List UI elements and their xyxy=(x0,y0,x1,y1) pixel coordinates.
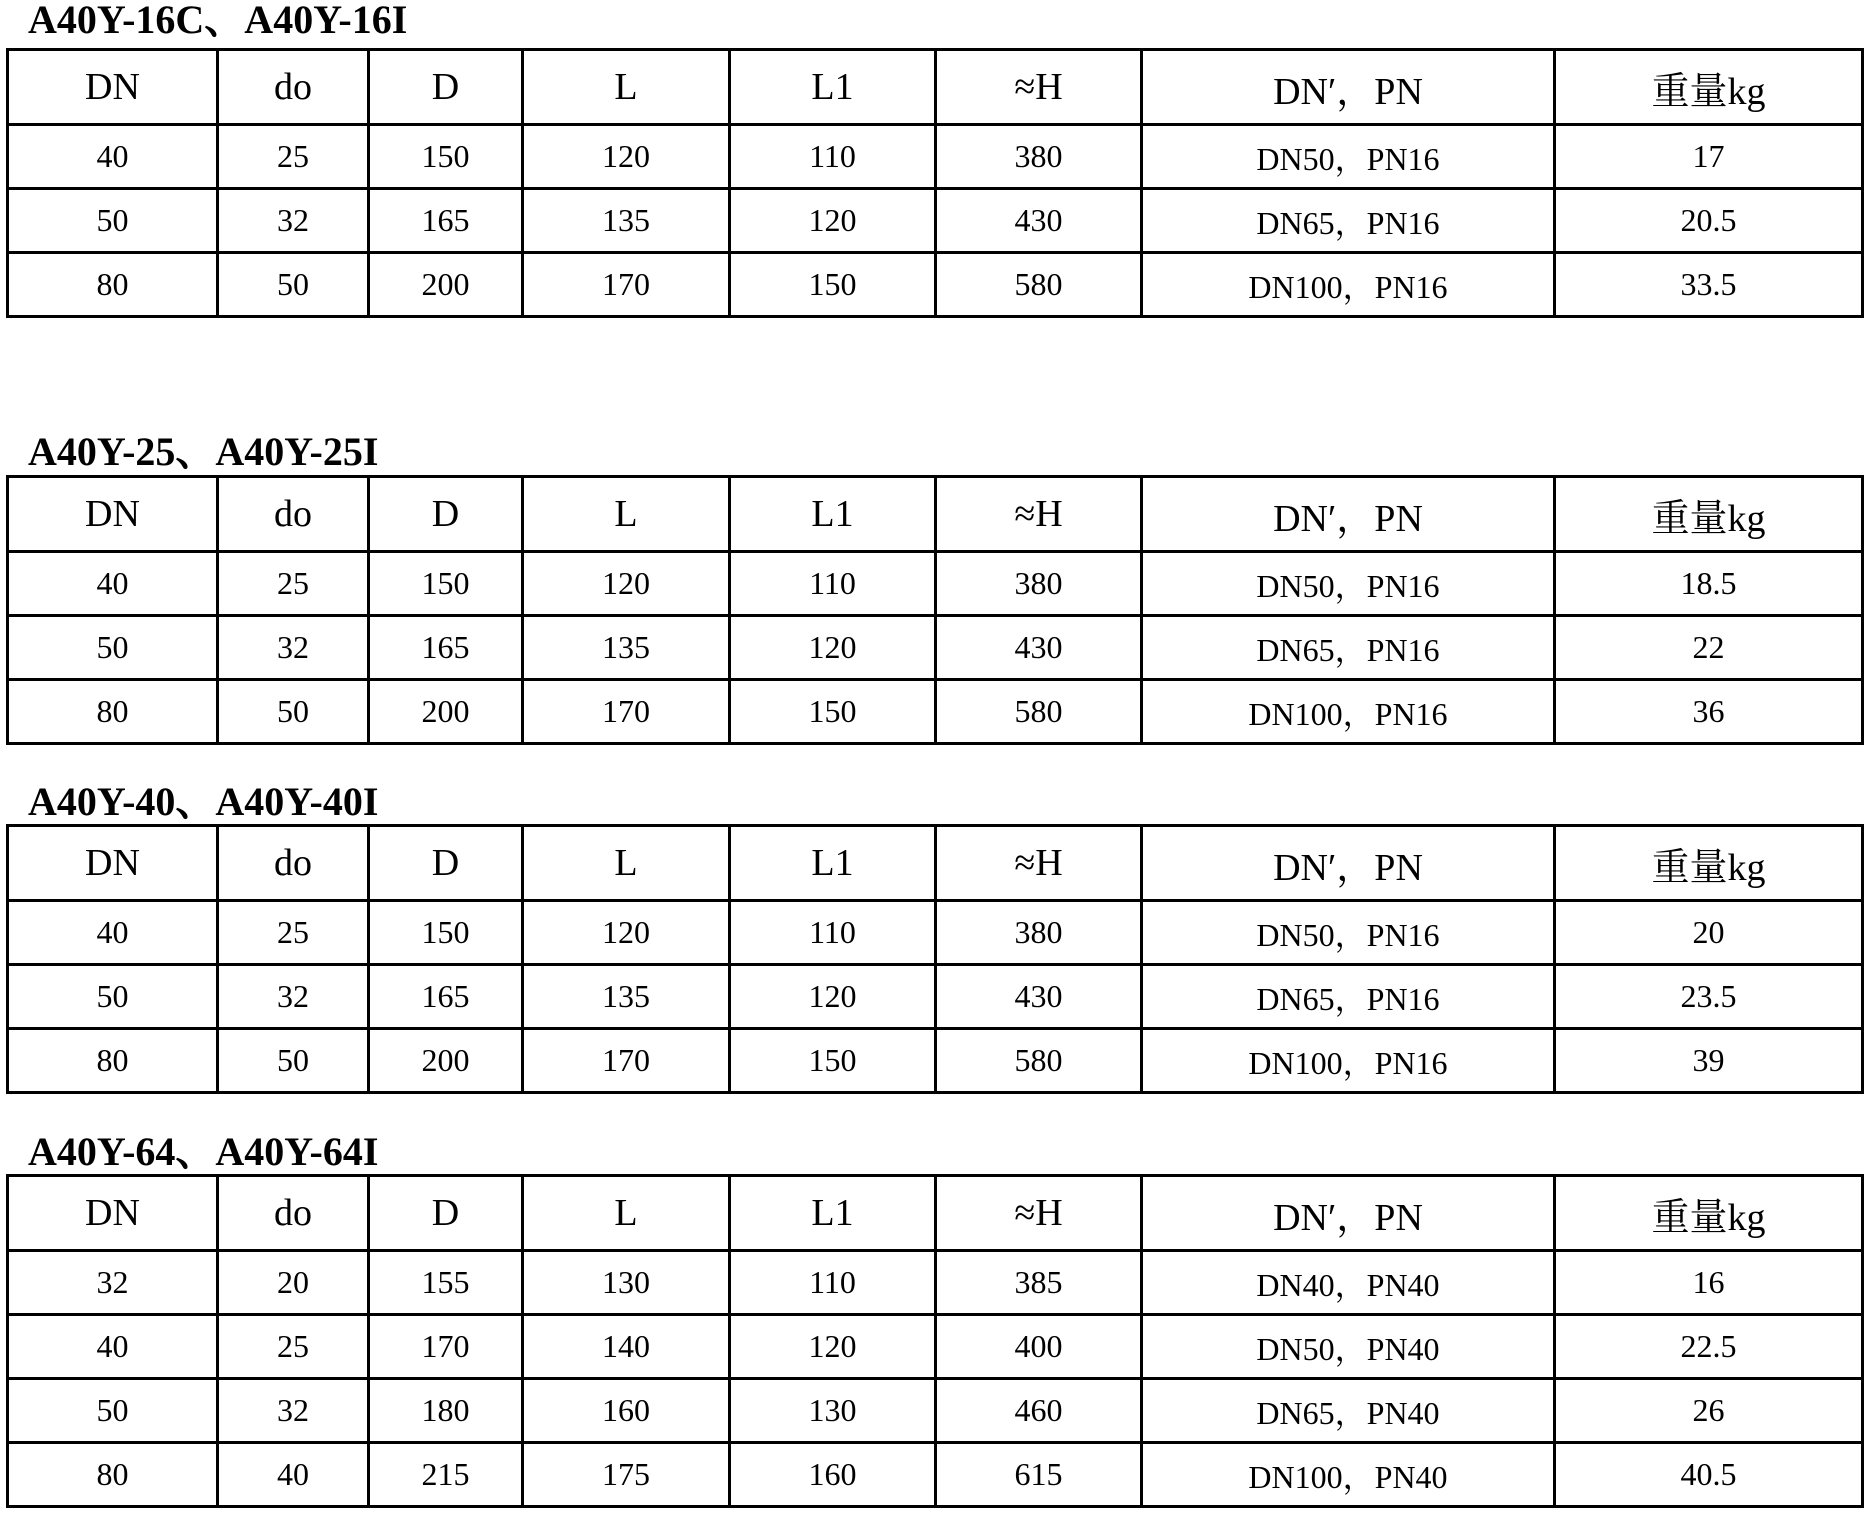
table-cell: 400 xyxy=(936,1315,1142,1379)
table-row xyxy=(8,1379,1863,1443)
table-cell: 26 xyxy=(1555,1379,1863,1443)
table-row xyxy=(8,616,1863,680)
table-cell: 20 xyxy=(1555,901,1863,965)
table-cell: 80 xyxy=(8,253,218,317)
table-row xyxy=(8,680,1863,744)
header-cell-dn-pn: DN′，PN xyxy=(1142,477,1555,552)
table-cell: 25 xyxy=(218,901,369,965)
table-row xyxy=(8,901,1863,965)
table-cell: 160 xyxy=(730,1443,936,1507)
header-cell-do: do xyxy=(218,1176,369,1251)
header-cell-d: D xyxy=(369,50,523,125)
header-cell-l: L xyxy=(523,477,730,552)
header-cell-l: L xyxy=(523,1176,730,1251)
table-cell: 50 xyxy=(8,965,218,1029)
table-cell: 25 xyxy=(218,1315,369,1379)
table-cell: 110 xyxy=(730,125,936,189)
header-cell-h: ≈H xyxy=(936,477,1142,552)
table-cell: 170 xyxy=(523,1029,730,1093)
table-cell: 16 xyxy=(1555,1251,1863,1315)
header-cell-d: D xyxy=(369,1176,523,1251)
table-cell: 120 xyxy=(730,965,936,1029)
header-cell-dn: DN xyxy=(8,477,218,552)
header-cell-l1: L1 xyxy=(730,477,936,552)
table-cell: 80 xyxy=(8,680,218,744)
spec-table xyxy=(6,48,1864,318)
header-cell-dn: DN xyxy=(8,826,218,901)
table-cell: 150 xyxy=(730,1029,936,1093)
table-cell: 170 xyxy=(523,253,730,317)
table-cell: 150 xyxy=(730,253,936,317)
table-cell: 135 xyxy=(523,965,730,1029)
header-row xyxy=(8,50,1863,125)
table-cell: DN65，PN16 xyxy=(1142,616,1555,680)
header-cell-dn: DN xyxy=(8,50,218,125)
table-row xyxy=(8,1443,1863,1507)
table-cell: 50 xyxy=(218,253,369,317)
table-cell: DN65，PN16 xyxy=(1142,965,1555,1029)
table-cell: 140 xyxy=(523,1315,730,1379)
table-cell: 80 xyxy=(8,1029,218,1093)
header-cell-l1: L1 xyxy=(730,50,936,125)
table-cell: 150 xyxy=(369,125,523,189)
table-cell: 40 xyxy=(8,1315,218,1379)
table-cell: DN50，PN16 xyxy=(1142,901,1555,965)
table-cell: 40 xyxy=(218,1443,369,1507)
table-row xyxy=(8,552,1863,616)
header-cell-h: ≈H xyxy=(936,50,1142,125)
table-cell: 22 xyxy=(1555,616,1863,680)
header-cell-do: do xyxy=(218,826,369,901)
table-cell: DN100，PN16 xyxy=(1142,253,1555,317)
table-cell: 170 xyxy=(369,1315,523,1379)
header-cell-dn-pn: DN′，PN xyxy=(1142,1176,1555,1251)
table-cell: 120 xyxy=(523,901,730,965)
table-cell: 20.5 xyxy=(1555,189,1863,253)
header-cell-weight: 重量kg xyxy=(1555,50,1863,125)
table-cell: 580 xyxy=(936,680,1142,744)
header-cell-l1: L1 xyxy=(730,826,936,901)
table-cell: 50 xyxy=(8,616,218,680)
header-row xyxy=(8,1176,1863,1251)
table-cell: 135 xyxy=(523,616,730,680)
table-cell: 40 xyxy=(8,552,218,616)
header-cell-h: ≈H xyxy=(936,1176,1142,1251)
table-cell: 32 xyxy=(8,1251,218,1315)
table-cell: DN65，PN16 xyxy=(1142,189,1555,253)
table-cell: 165 xyxy=(369,189,523,253)
table-cell: 150 xyxy=(369,901,523,965)
table-cell: 430 xyxy=(936,616,1142,680)
table-row xyxy=(8,125,1863,189)
header-cell-weight: 重量kg xyxy=(1555,477,1863,552)
table-cell: 180 xyxy=(369,1379,523,1443)
table-cell: 380 xyxy=(936,901,1142,965)
table-cell: DN100，PN16 xyxy=(1142,1029,1555,1093)
table-cell: 460 xyxy=(936,1379,1142,1443)
header-cell-weight: 重量kg xyxy=(1555,826,1863,901)
header-cell-l: L xyxy=(523,50,730,125)
header-cell-h: ≈H xyxy=(936,826,1142,901)
table-cell: 110 xyxy=(730,1251,936,1315)
table-cell: 200 xyxy=(369,253,523,317)
table-cell: 130 xyxy=(730,1379,936,1443)
table-cell: 155 xyxy=(369,1251,523,1315)
table-cell: 50 xyxy=(218,1029,369,1093)
table-cell: 50 xyxy=(218,680,369,744)
table-cell: 200 xyxy=(369,1029,523,1093)
header-row xyxy=(8,826,1863,901)
table-cell: DN50，PN16 xyxy=(1142,125,1555,189)
table-cell: 40.5 xyxy=(1555,1443,1863,1507)
header-cell-dn-pn: DN′，PN xyxy=(1142,826,1555,901)
table-cell: 32 xyxy=(218,616,369,680)
table-cell: 80 xyxy=(8,1443,218,1507)
table-cell: 380 xyxy=(936,125,1142,189)
table-cell: 580 xyxy=(936,1029,1142,1093)
header-cell-l1: L1 xyxy=(730,1176,936,1251)
table-row xyxy=(8,253,1863,317)
table-cell: DN65，PN40 xyxy=(1142,1379,1555,1443)
header-cell-dn-pn: DN′，PN xyxy=(1142,50,1555,125)
table-cell: 120 xyxy=(523,552,730,616)
table-row xyxy=(8,189,1863,253)
table-cell: 110 xyxy=(730,901,936,965)
table-cell: 430 xyxy=(936,965,1142,1029)
header-cell-do: do xyxy=(218,50,369,125)
table-cell: 120 xyxy=(730,616,936,680)
table-cell: 36 xyxy=(1555,680,1863,744)
table-cell: 23.5 xyxy=(1555,965,1863,1029)
spec-table xyxy=(6,1174,1864,1508)
section-title: A40Y-25、A40Y-25I xyxy=(28,429,379,474)
table-row xyxy=(8,1251,1863,1315)
table-cell: DN40，PN40 xyxy=(1142,1251,1555,1315)
table-cell: 150 xyxy=(369,552,523,616)
table-cell: DN100，PN16 xyxy=(1142,680,1555,744)
table-cell: 50 xyxy=(8,189,218,253)
table-cell: 32 xyxy=(218,965,369,1029)
spec-table xyxy=(6,475,1864,745)
table-row xyxy=(8,965,1863,1029)
spec-table xyxy=(6,824,1864,1094)
table-cell: 170 xyxy=(523,680,730,744)
section-title: A40Y-40、A40Y-40I xyxy=(28,779,379,824)
header-cell-l: L xyxy=(523,826,730,901)
table-cell: 20 xyxy=(218,1251,369,1315)
table-cell: DN50，PN40 xyxy=(1142,1315,1555,1379)
table-cell: 110 xyxy=(730,552,936,616)
table-cell: 39 xyxy=(1555,1029,1863,1093)
table-cell: 160 xyxy=(523,1379,730,1443)
table-cell: DN100，PN40 xyxy=(1142,1443,1555,1507)
header-row xyxy=(8,477,1863,552)
table-cell: 32 xyxy=(218,189,369,253)
header-cell-dn: DN xyxy=(8,1176,218,1251)
table-cell: 120 xyxy=(730,1315,936,1379)
table-cell: 32 xyxy=(218,1379,369,1443)
table-cell: 380 xyxy=(936,552,1142,616)
table-cell: 430 xyxy=(936,189,1142,253)
table-cell: 25 xyxy=(218,552,369,616)
table-cell: 165 xyxy=(369,616,523,680)
header-cell-do: do xyxy=(218,477,369,552)
table-cell: 40 xyxy=(8,901,218,965)
table-cell: 25 xyxy=(218,125,369,189)
section-title: A40Y-16C、A40Y-16I xyxy=(28,0,408,42)
table-cell: 215 xyxy=(369,1443,523,1507)
header-cell-d: D xyxy=(369,477,523,552)
table-cell: 50 xyxy=(8,1379,218,1443)
table-row xyxy=(8,1315,1863,1379)
table-cell: 150 xyxy=(730,680,936,744)
section-title: A40Y-64、A40Y-64I xyxy=(28,1129,379,1174)
table-cell: 175 xyxy=(523,1443,730,1507)
header-cell-d: D xyxy=(369,826,523,901)
table-cell: 120 xyxy=(730,189,936,253)
table-cell: 385 xyxy=(936,1251,1142,1315)
table-cell: 165 xyxy=(369,965,523,1029)
table-cell: DN50，PN16 xyxy=(1142,552,1555,616)
table-cell: 33.5 xyxy=(1555,253,1863,317)
header-cell-weight: 重量kg xyxy=(1555,1176,1863,1251)
table-cell: 135 xyxy=(523,189,730,253)
table-cell: 17 xyxy=(1555,125,1863,189)
table-cell: 40 xyxy=(8,125,218,189)
table-cell: 200 xyxy=(369,680,523,744)
table-cell: 130 xyxy=(523,1251,730,1315)
table-cell: 22.5 xyxy=(1555,1315,1863,1379)
table-cell: 120 xyxy=(523,125,730,189)
table-cell: 615 xyxy=(936,1443,1142,1507)
table-cell: 580 xyxy=(936,253,1142,317)
table-row xyxy=(8,1029,1863,1093)
table-cell: 18.5 xyxy=(1555,552,1863,616)
